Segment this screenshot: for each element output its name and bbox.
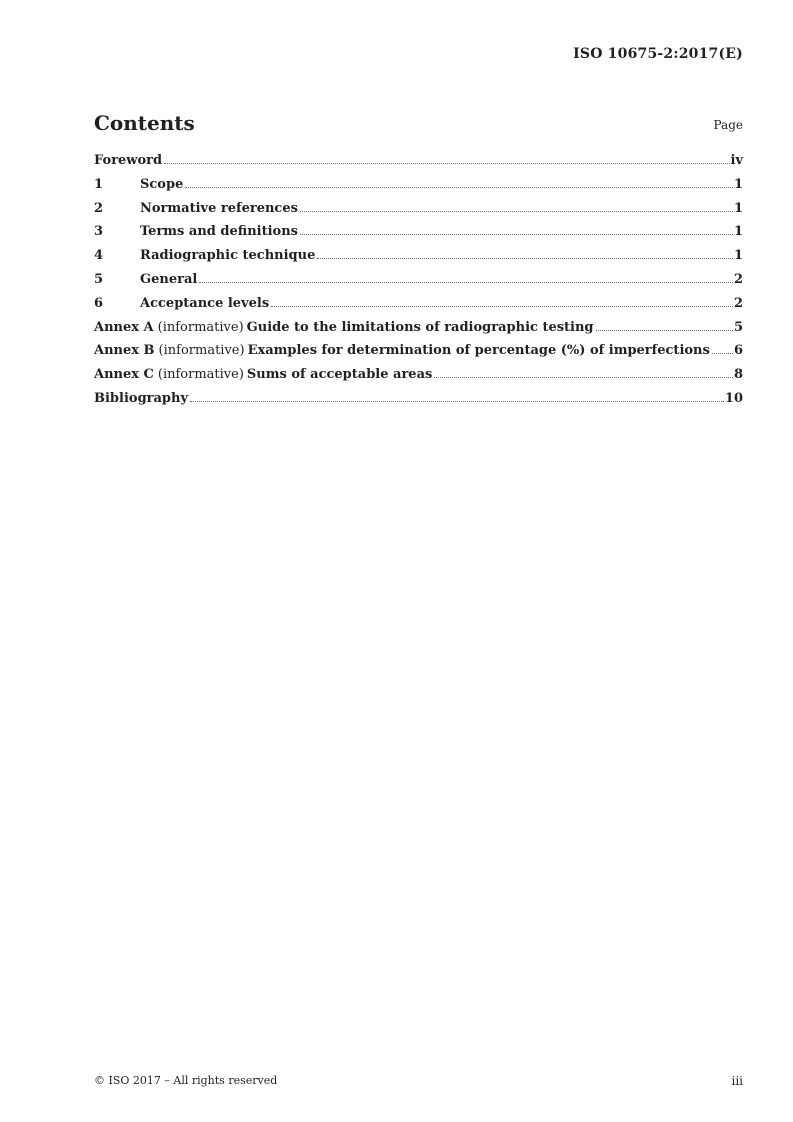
annex-label: Annex A xyxy=(94,319,154,335)
dot-leader xyxy=(317,257,733,259)
document-identifier: ISO 10675-2:2017(E) xyxy=(573,46,743,62)
toc-entry-number: 4 xyxy=(94,248,104,264)
toc-entry-foreword[interactable] xyxy=(94,153,743,177)
toc-entry-page: 5 xyxy=(733,319,743,335)
toc-entry-title: Sums of acceptable areas xyxy=(246,367,433,383)
dot-leader xyxy=(271,305,733,307)
page-number: iii xyxy=(731,1074,743,1088)
toc-entry-title: Normative references xyxy=(140,200,298,216)
toc-entry-number: 2 xyxy=(94,200,104,216)
toc-entry-title: Foreword xyxy=(94,153,163,168)
toc-entry-annex-b[interactable] xyxy=(94,343,743,367)
toc-entry-page: 6 xyxy=(733,343,743,359)
copyright-notice: © ISO 2017 – All rights reserved xyxy=(94,1074,278,1087)
toc-entry-annex-a[interactable] xyxy=(94,320,743,344)
contents-heading: Contents xyxy=(94,111,195,135)
annex-label: Annex C xyxy=(94,367,154,383)
annex-informative-tag: (informative) xyxy=(158,343,245,359)
toc-entry-scope[interactable] xyxy=(94,177,743,201)
toc-entry-number: 1 xyxy=(94,176,104,192)
toc-entry-title: General xyxy=(140,271,198,287)
toc-entry-title: Bibliography xyxy=(94,390,189,406)
dot-leader xyxy=(199,281,733,283)
toc-entry-page: 1 xyxy=(733,176,743,192)
toc-entry-number: 5 xyxy=(94,271,104,287)
dot-leader xyxy=(300,210,733,212)
toc-entry-annex-c[interactable] xyxy=(94,367,743,391)
toc-entry-page: 1 xyxy=(733,248,743,264)
annex-informative-tag: (informative) xyxy=(157,319,244,335)
annex-label: Annex B xyxy=(94,343,155,359)
toc-entry-page: 8 xyxy=(733,367,743,383)
toc-entry-page: iv xyxy=(730,153,743,168)
toc-entry-title: Guide to the limitations of radiographic testing xyxy=(246,319,594,335)
dot-leader xyxy=(164,162,729,164)
dot-leader xyxy=(712,352,733,354)
dot-leader xyxy=(300,233,733,235)
toc-entry-radiographic-technique[interactable] xyxy=(94,248,743,272)
dot-leader xyxy=(596,329,733,331)
dot-leader xyxy=(434,376,733,378)
toc-entry-title: Examples for determination of percentage (%) of imperfections xyxy=(247,343,710,359)
toc-entry-title: Scope xyxy=(140,176,184,192)
toc-entry-acceptance-levels[interactable] xyxy=(94,296,743,320)
toc-entry-bibliography[interactable] xyxy=(94,391,743,415)
toc-entry-page: 1 xyxy=(733,200,743,216)
toc-entry-number: 6 xyxy=(94,295,104,311)
toc-entry-page: 2 xyxy=(733,271,743,287)
toc-entry-page: 1 xyxy=(733,224,743,240)
toc-entry-number: 3 xyxy=(94,224,104,240)
dot-leader xyxy=(185,186,733,188)
toc-entry-general[interactable] xyxy=(94,272,743,296)
toc-entry-normative-references[interactable] xyxy=(94,201,743,225)
toc-entry-title: Terms and definitions xyxy=(140,224,298,240)
toc-entry-title: Radiographic technique xyxy=(140,248,316,264)
dot-leader xyxy=(190,400,724,402)
toc-entry-terms-and-definitions[interactable] xyxy=(94,224,743,248)
toc-entry-page: 10 xyxy=(724,390,743,406)
toc-entry-title: Acceptance levels xyxy=(140,295,270,311)
annex-informative-tag: (informative) xyxy=(157,367,244,383)
table-of-contents xyxy=(94,153,743,415)
toc-entry-page: 2 xyxy=(733,295,743,311)
page-column-label: Page xyxy=(713,118,743,132)
